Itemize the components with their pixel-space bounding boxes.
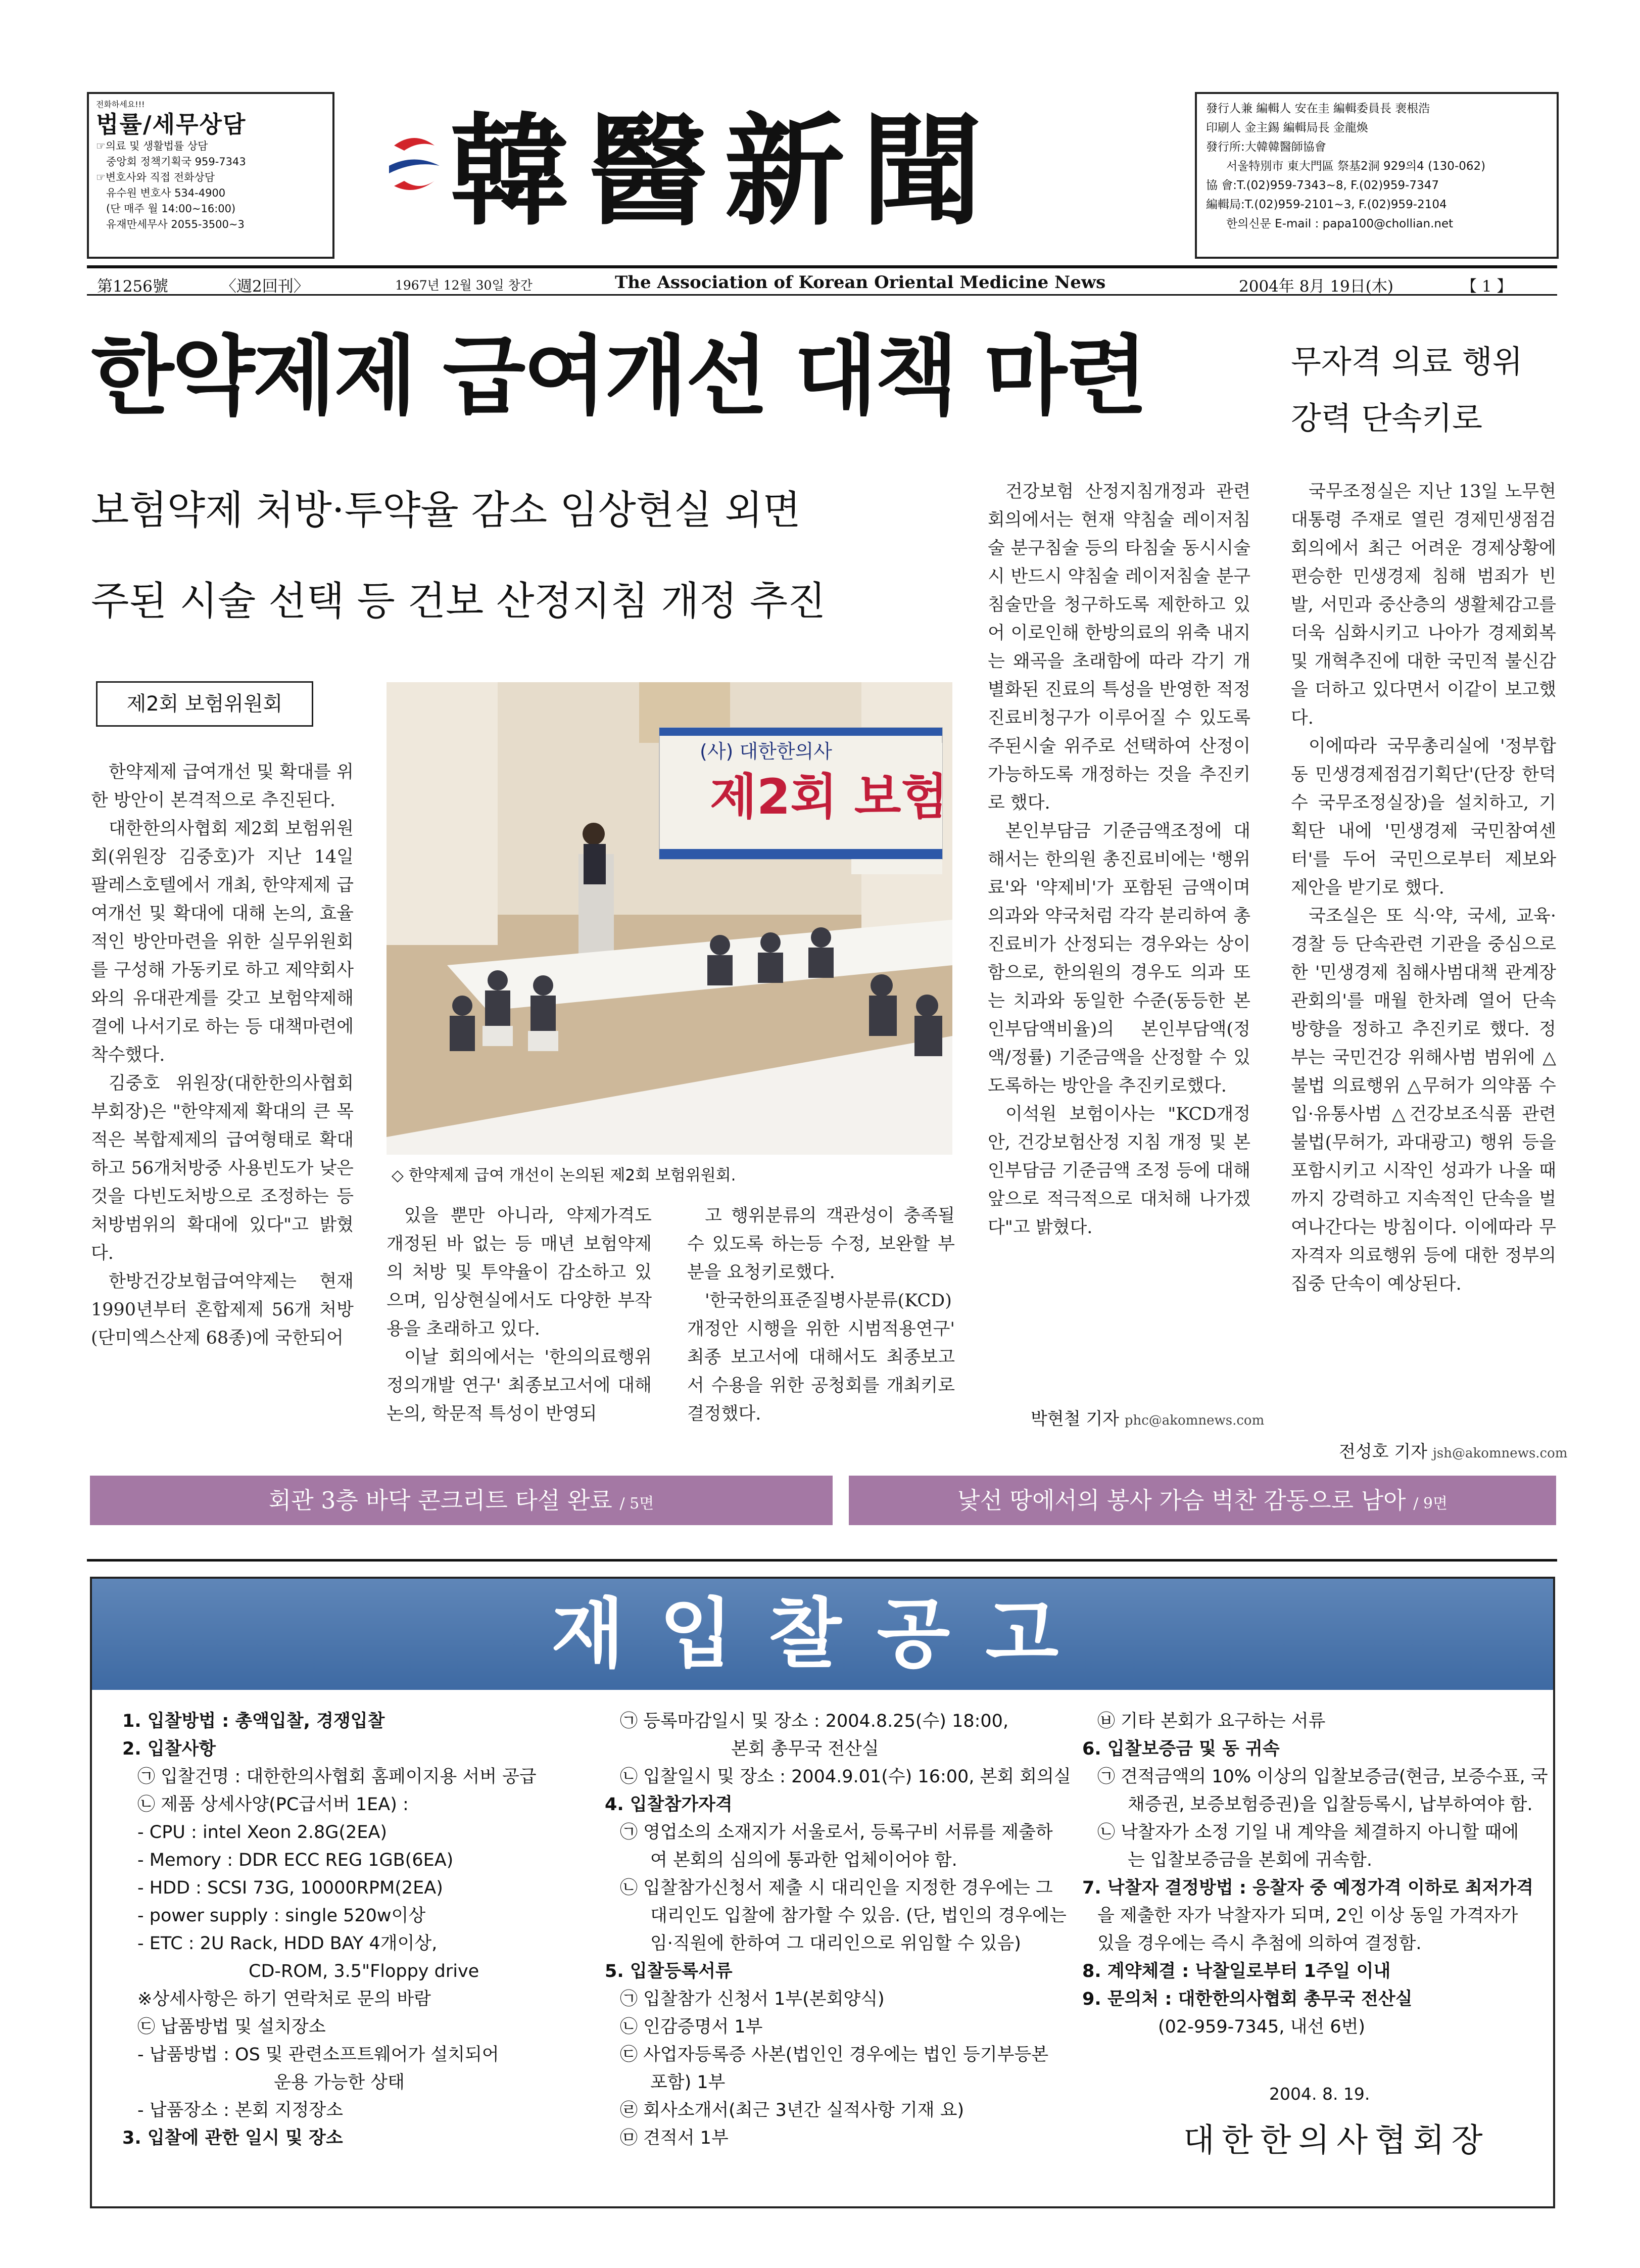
bid-line: 을 제출한 자가 낙찰자가 되며, 2인 이상 동일 가격자가 (1097, 1906, 1518, 1926)
bid-line: - CPU : intel Xeon 2.8G(2EA) (137, 1822, 388, 1842)
meeting-photo (387, 682, 952, 1155)
bid-line: ㉠ 등록마감일시 및 장소 : 2004.8.25(수) 18:00, (620, 1711, 1009, 1731)
photo-caption: ◇ 한약제제 급여 개선이 논의된 제2회 보험위원회. (392, 1166, 736, 1185)
bid-line: ㉠ 입찰참가 신청서 1부(본회양식) (620, 1989, 885, 2009)
bid-line: 4. 입찰참가자격 (605, 1794, 733, 1815)
issue-number: 第1256號 (97, 277, 168, 296)
article-paragraph: 한약제제 급여개선 및 확대를 위한 방안이 본격적으로 추진된다. (91, 762, 354, 811)
bid-line: 3. 입찰에 관한 일시 및 장소 (122, 2128, 343, 2148)
publisher-line: 發行人兼 編輯人 安在圭 編輯委員長 裵根浩 (1206, 102, 1430, 115)
bid-line: 2. 입찰사항 (122, 1739, 216, 1759)
bid-line: 9. 문의처 : 대한한의사협회 총무국 전산실 (1082, 1989, 1413, 2009)
bid-line: 6. 입찰보증금 및 동 귀속 (1082, 1739, 1280, 1759)
side-headline (1291, 334, 1523, 447)
article-paragraph: '한국한의표준질병사분류(KCD) 개정안 시행을 위한 시범적용연구' 최종 보고서에 대해서도 최종보고서 수용을 위한 공청회를 개최키로 결정했다. (687, 1291, 955, 1424)
lead-subhead: 보험약제 처방·투약율 감소 임상현실 외면 (91, 488, 801, 533)
issue-info-bar (87, 265, 1557, 296)
bid-line: ㉢ 사업자등록증 사본(법인인 경우에는 법인 등기부등본 (620, 2045, 1049, 2065)
bid-line: 임·직원에 한하여 그 대리인으로 위임할 수 있음) (650, 1933, 1021, 1954)
bid-line: - Memory : DDR ECC REG 1GB(6EA) (137, 1850, 454, 1870)
issue-frequency: 〈週2回刊〉 (221, 277, 309, 296)
bid-line: 7. 낙찰자 결정방법 : 응찰자 중 예정가격 이하로 최저가격 (1082, 1878, 1533, 1898)
bid-line: 5. 입찰등록서류 (605, 1961, 733, 1981)
bid-line: ㉡ 낙찰자가 소정 기일 내 계약을 체결하지 아니할 때에 (1097, 1822, 1519, 1842)
byline-email: phc@akomnews.com (1124, 1413, 1265, 1428)
article-column (687, 1202, 955, 1464)
bid-line: 는 입찰보증금을 본회에 귀속함. (1128, 1850, 1373, 1870)
article-paragraph: 국무조정실은 지난 13일 노무현 대통령 주재로 열린 경제민생점검회의에서 최근 어려운 경제상황에 편승한 민생경제 침해 범죄가 빈발, 서민과 중산층의 생활체감고를 더욱 심화시키고 나아가 경제회복 및 개혁추진에 대한 국민적 불신감을 더하고 있다면서 이같이 보고했다. (1291, 482, 1556, 728)
bid-line: CD-ROM, 3.5"Floppy drive (249, 1961, 479, 1981)
lead-subhead: 주된 시술 선택 등 건보 산정지침 개정 추진 (91, 579, 826, 624)
section-divider (87, 1559, 1557, 1562)
byline-name: 박현철 기자 (1031, 1409, 1120, 1429)
section-label-box: 제2회 보험위원회 (96, 681, 313, 727)
legal-box-title: 법률/세무상담 (96, 111, 247, 138)
bid-line: 운용 가능한 상태 (274, 2072, 405, 2093)
article-paragraph: 이에따라 국무총리실에 '정부합동 민생경제점검기획단'(단장 한덕수 국무조정실장)을 설치하고, 기획단 내에 '민생경제 국민참여센터'를 두어 국민으로부터 제보와 제안을 받기로 했다. (1291, 736, 1556, 898)
legal-box-tagline: 전화하세요!!! (96, 100, 145, 109)
legal-consult-box (87, 92, 334, 259)
bid-line: (02-959-7345, 내선 6번) (1158, 2017, 1366, 2037)
article-paragraph: 건강보험 산정지침개정과 관련 회의에서는 현재 약침술 레이저침술 분구침술 등의 타침술 동시시술시 반드시 약침술 레이저침술 분구침술만을 청구하도록 제한하고 있어 이로인해 한방의료의 위축 내지는 왜곡을 초래함에 따라 각기 개별화된 진료의 특성을 반영한 적정진료비청구가 이루어질 수 있도록 주된시술 위주로 선택하여 산정이 가능하도록 개정하는 것을 추진키로 했다. (988, 482, 1250, 813)
article-paragraph: 대한한의사협회 제2회 보험위원회(위원장 김중호)가 지난 14일 팔레스호텔에서 개최, 한약제제 급여개선 및 확대에 대해 논의, 효율적인 방안마련을 위한 실무위원회를 구성해 가동키로 하고 제약회사와의 유대관계를 갖고 보험약제해결에 나서기로 하는 등 대책마련에 착수했다. (91, 819, 354, 1065)
bid-line: ㉠ 영업소의 소재지가 서울로서, 등록구비 서류를 제출하 (620, 1822, 1053, 1842)
bid-line: - power supply : single 520w이상 (137, 1906, 426, 1926)
article-paragraph: 김중호 위원장(대한한의사협회 부회장)은 "한약제제 확대의 큰 목적은 복합제제의 급여형태로 확대하고 56개처방중 사용빈도가 낮은 것을 다빈도처방으로 조정하는 등 처방범위의 확대에 있다"고 밝혔다. (91, 1073, 354, 1263)
teaser-page: / 5면 (619, 1495, 654, 1513)
publisher-line: 編輯局:T.(02)959-2101~3, F.(02)959-2104 (1206, 198, 1447, 211)
teaser-page: / 9면 (1413, 1495, 1448, 1513)
lead-headline: 한약제제 급여개선 대책 마련 (91, 326, 1146, 427)
article-paragraph: 본인부담금 기준금액조정에 대해서는 한의원 총진료비에는 '행위료'와 '약제비'가 포함된 금액이며 의과와 약국처럼 각각 분리하여 총진료비가 산정되는 경우와는 상이함으로, 한의원의 경우도 의과 또는 치과와 동일한 수준(동등한 본인부담액비율)의 본인부담액(정액/정률) 기준금액을 산정할 수 있도록하는 방안을 추진키로했다. (988, 821, 1250, 1096)
bid-date: 2004. 8. 19. (1269, 2084, 1370, 2104)
article-column (988, 478, 1250, 1405)
side-byline (1339, 1438, 1567, 1462)
english-name: The Association of Korean Oriental Medicine News (615, 272, 1106, 293)
page-number: 【 1 】 (1461, 277, 1513, 296)
bid-line: 있을 경우에는 즉시 추첨에 의하여 결정함. (1097, 1933, 1422, 1954)
publisher-line: 한의신문 E-mail : papa100@chollian.net (1226, 217, 1454, 230)
bid-line: 1. 입찰방법 : 총액입찰, 경쟁입찰 (122, 1711, 385, 1731)
legal-box-line: ☞의료 및 생활법률 상담 (96, 140, 208, 152)
bid-line: 여 본회의 심의에 통과한 업체이어야 함. (650, 1850, 957, 1870)
teaser-text: 낯선 땅에서의 봉사 가슴 벅찬 감동으로 남아 (957, 1487, 1406, 1514)
teaser-text: 회관 3층 바닥 콘크리트 타설 완료 (268, 1487, 612, 1514)
article-paragraph: 한방건강보험급여약제는 현재 1990년부터 혼합제제 56개 처방(단미엑스산제 68종)에 국한되어 (91, 1271, 354, 1348)
bid-line: ㉠ 견적금액의 10% 이상의 입찰보증금(현금, 보증수표, 국 (1097, 1767, 1548, 1787)
bid-column (122, 1708, 567, 2152)
bid-line: 포함) 1부 (650, 2072, 726, 2093)
bid-line: ㉡ 입찰참가신청서 제출 시 대리인을 지정한 경우에는 그 (620, 1878, 1053, 1898)
article-column (1291, 478, 1556, 1412)
legal-box-line: 유재만세무사 2055-3500~3 (106, 218, 245, 230)
bid-line: - ETC : 2U Rack, HDD BAY 4개이상, (137, 1933, 438, 1954)
bid-line: 대리인도 입찰에 참가할 수 있음. (단, 법인의 경우에는 (650, 1906, 1067, 1926)
bid-line: ㉤ 견적서 1부 (620, 2128, 729, 2148)
side-headline-line: 무자격 의료 행위 (1291, 343, 1523, 380)
publisher-line: 協 會:T.(02)959-7343~8, F.(02)959-7347 (1206, 179, 1439, 192)
photo-banner-org: (사) 대한한의사 (700, 740, 832, 763)
publisher-line: 서울特別市 東大門區 祭基2洞 929의4 (130-062) (1226, 160, 1486, 173)
legal-box-line: (단 매주 월 14:00~16:00) (106, 203, 236, 215)
bid-line: ㉠ 입찰건명 : 대한한의사협회 홈페이지용 서버 공급 (137, 1767, 537, 1787)
bid-notice-box (90, 1577, 1555, 2208)
bid-line: - 납품장소 : 본회 지정장소 (137, 2100, 344, 2120)
bid-line: 8. 계약체결 : 낙찰일로부터 1주일 이내 (1082, 1961, 1391, 1981)
byline-email: jsh@akomnews.com (1432, 1446, 1568, 1461)
side-headline-line: 강력 단속키로 (1291, 400, 1483, 437)
publisher-info-box (1195, 92, 1559, 259)
bid-line: ㉡ 입찰일시 및 장소 : 2004.9.01(수) 16:00, 본회 회의실 (620, 1767, 1071, 1787)
lead-byline (1031, 1405, 1264, 1430)
bid-column (605, 1708, 1070, 2152)
article-paragraph: 국조실은 또 식·약, 국세, 교육·경찰 등 단속관련 기관을 중심으로 한 '민생경제 침해사범대책 관계장관회의'를 매월 한차례 열어 단속 방향을 정하고 추진키로 했다. 정부는 국민건강 위해사범 범위에 △불법 의료행위 △무허가 의약품 수입·유통사범 △건강보조식품 관련 불법(무허가, 과대광고) 행위 등을 포함시키고 시작인 성과가 나올 때까지 강력하고 지속적인 단속을 벌여나간다는 방침이다. 이에따라 무자격자 의료행위 등에 대한 정부의 집중 단속이 예상된다. (1291, 906, 1556, 1294)
article-paragraph: 이석원 보험이사는 "KCD개정안, 건강보험산정 지침 개정 및 본인부담금 기준금액 조정 등에 대해 앞으로 적극적으로 대처해 나가겠다"고 밝혔다. (988, 1104, 1250, 1238)
founded-date: 1967년 12월 30일 창간 (395, 278, 533, 293)
photo-banner-title: 제2회 보험 (710, 769, 948, 825)
bid-line: ㉡ 제품 상세사양(PC급서버 1EA) : (137, 1794, 409, 1815)
newspaper-title: 韓醫新聞 (450, 101, 999, 242)
teaser-ribbon[interactable] (90, 1476, 833, 1525)
article-paragraph: 고 행위분류의 객관성이 충족될 수 있도록 하는등 수정, 보완할 부분을 요청키로했다. (687, 1206, 955, 1283)
bid-line: - 납품방법 : OS 및 관련소프트웨어가 설치되어 (137, 2045, 499, 2065)
bid-column (1082, 1708, 1547, 2041)
publisher-line: 發行所:大韓韓醫師協會 (1206, 140, 1326, 154)
bid-line: 본회 총무국 전산실 (731, 1739, 879, 1759)
article-paragraph: 있을 뿐만 아니라, 약제가격도 개정된 바 없는 등 매년 보험약제의 처방 및 투약율이 감소하고 있으며, 임상현실에서도 다양한 부작용을 초래하고 있다. (387, 1206, 652, 1339)
article-column (91, 758, 354, 1463)
article-paragraph: 이날 회의에서는 '한의의료행위 정의개발 연구' 최종보고서에 대해 논의, 학문적 특성이 반영되 (387, 1347, 652, 1424)
bid-line: ㉢ 납품방법 및 설치장소 (137, 2017, 326, 2037)
article-column (387, 1202, 652, 1464)
bid-title: 재입찰공고 (551, 1590, 1094, 1678)
bid-line: ㉣ 회사소개서(최근 3년간 실적사항 기재 요) (620, 2100, 964, 2120)
publisher-line: 印刷人 金主錫 編輯局長 金龍煥 (1206, 121, 1368, 134)
association-logo-icon (384, 125, 445, 206)
bid-line: ㉡ 인감증명서 1부 (620, 2017, 763, 2037)
bid-line: ㉥ 기타 본회가 요구하는 서류 (1097, 1711, 1326, 1731)
bid-signature: 대한한의사협회장 (1183, 2122, 1490, 2159)
bid-line: ※상세사항은 하기 연락처로 문의 바람 (137, 1989, 431, 2009)
bid-line: 채증권, 보증보험증권)을 입찰등록시, 납부하여야 함. (1128, 1794, 1533, 1815)
byline-name: 전성호 기자 (1339, 1442, 1428, 1462)
legal-box-line: 유수원 변호사 534-4900 (106, 187, 226, 199)
legal-box-line: 중앙회 정책기획국 959-7343 (106, 156, 246, 168)
bid-line: - HDD : SCSI 73G, 10000RPM(2EA) (137, 1878, 443, 1898)
issue-date: 2004年 8月 19日(木) (1239, 277, 1393, 296)
teaser-ribbon[interactable] (849, 1476, 1556, 1525)
legal-box-line: ☞변호사와 직접 전화상담 (96, 171, 215, 183)
